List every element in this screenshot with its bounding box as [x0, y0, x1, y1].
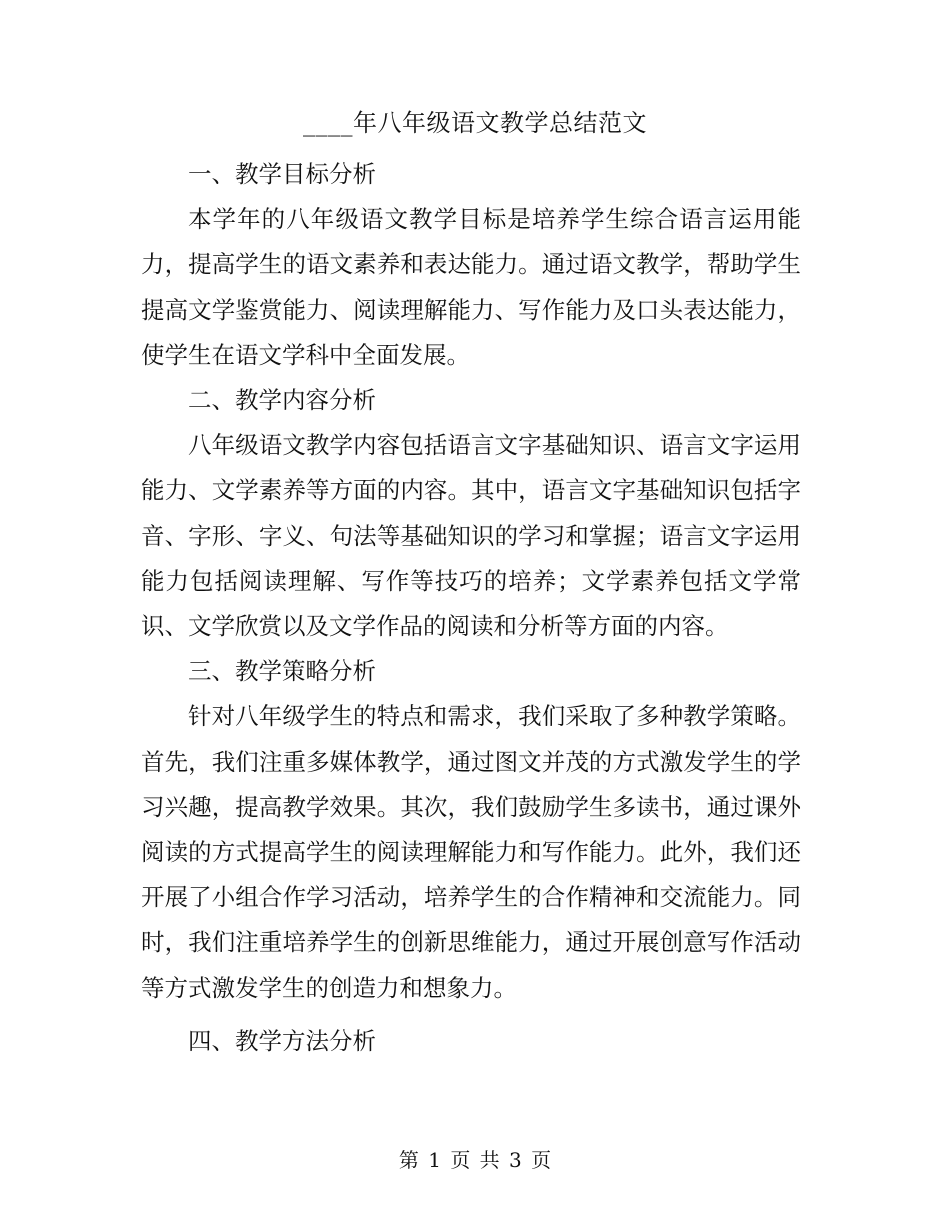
section-heading-4: 四、教学方法分析 [188, 1026, 376, 1055]
document-body [141, 152, 801, 1064]
paragraph-1: 本学年的八年级语文教学目标是培养学生综合语言运用能力，提高学生的语文素养和表达能力。通过语文教学，帮助学生提高文学鉴赏能力、阅读理解能力、写作能力及口头表达能力，使学生在语文学科中全面发展。 [141, 205, 801, 369]
section-heading-3: 三、教学策略分析 [188, 657, 376, 686]
paragraph-2: 八年级语文教学内容包括语言文字基础知识、语言文字运用能力、文学素养等方面的内容。其中，语言文字基础知识包括字音、字形、字义、句法等基础知识的学习和掌握；语言文字运用能力包括阅读理解、写作等技巧的培养；文学素养包括文学常识、文学欣赏以及文学作品的阅读和分析等方面的内容。 [141, 431, 801, 641]
document-title: ____年八年级语文教学总结范文 [303, 109, 647, 137]
section-heading-1: 一、教学目标分析 [188, 160, 376, 188]
paragraph-3: 针对八年级学生的特点和需求，我们采取了多种教学策略。首先，我们注重多媒体教学，通过图文并茂的方式激发学生的学习兴趣，提高教学效果。其次，我们鼓励学生多读书，通过课外阅读的方式提高学生的阅读理解能力和写作能力。此外，我们还开展了小组合作学习活动，培养学生的合作精神和交流能力。同时，我们注重培养学生的创新思维能力，通过开展创意写作活动等方式激发学生的创造力和想象力。 [141, 702, 801, 1002]
section-heading-2: 二、教学内容分析 [188, 386, 376, 415]
page-footer: 第 1 页 共 3 页 [398, 1148, 552, 1172]
